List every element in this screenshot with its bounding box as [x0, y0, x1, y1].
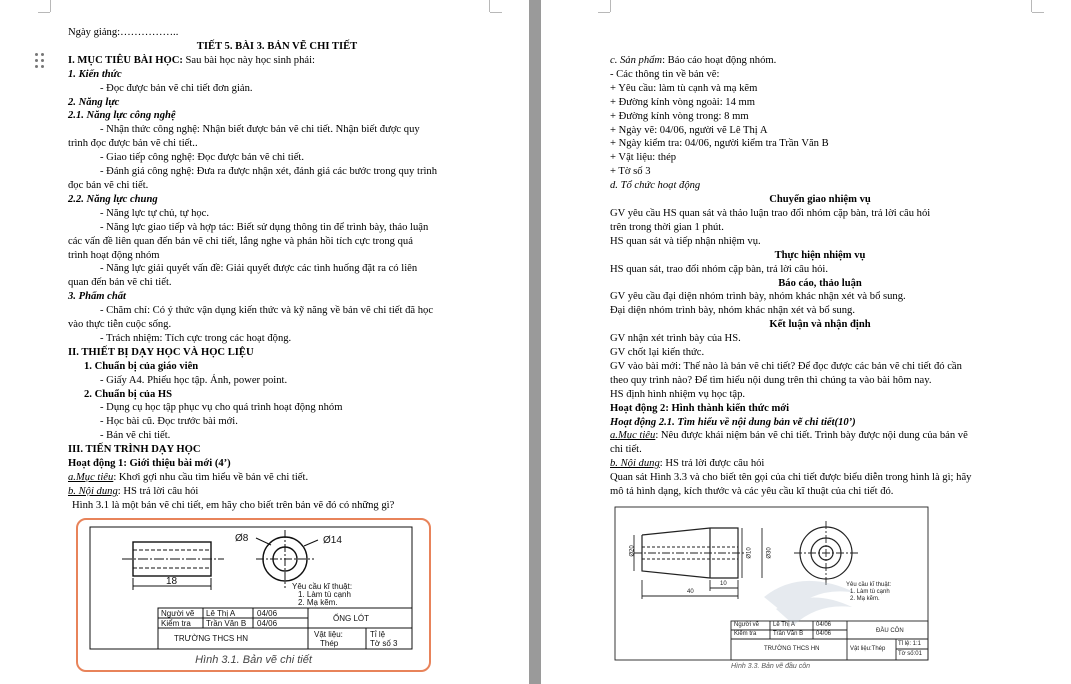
text-line: - Học bài cũ. Đọc trước bài mới.: [100, 416, 238, 428]
text-line: trình hoạt động nhóm: [68, 249, 160, 261]
title-block-cell: Kiểm tra: [161, 619, 191, 628]
text-line: + Đường kính vòng ngoài: 14 mm: [610, 96, 756, 108]
title-block-cell: Vật liệu:Thép: [850, 646, 886, 652]
figure-3-3: [614, 505, 930, 675]
dim-label: Ø14: [323, 535, 342, 546]
requirement-item: 2. Mạ kẽm.: [298, 598, 338, 607]
title-block-cell: Tỉ lệ: 1:1: [898, 641, 922, 647]
text-line: - Năng lực giải quyết vấn đề: Giải quyết được các tình huống đặt ra có liên: [100, 263, 418, 275]
text: : Khơi gợi nhu cầu tìm hiểu về bản vẽ chi tiết.: [113, 472, 309, 483]
dim-label: 40: [687, 589, 694, 595]
figure-3-1: [76, 518, 431, 672]
text-line: HS quan sát và tiếp nhận nhiệm vụ.: [610, 235, 761, 247]
requirement-item: 2. Mạ kẽm.: [850, 596, 880, 602]
right-page-body: [610, 54, 1030, 499]
activity-heading: Hoạt động 2: Hình thành kiến thức mới: [610, 402, 790, 414]
subheading: 2. Chuẩn bị của HS: [84, 388, 173, 400]
text-line: + Vật liệu: thép: [610, 152, 677, 164]
title-block-cell: Vật liệu:: [314, 630, 343, 639]
label: a.Mục tiêu: [610, 430, 656, 442]
dim-label: Ø30: [766, 547, 773, 559]
title-block-cell: Kiểm tra: [734, 631, 757, 637]
date-line: Ngày giảng:……………..: [68, 27, 179, 38]
activity-heading: Hoạt động 1: Giới thiệu bài mới (4’): [68, 458, 231, 470]
text-line: chi tiết.: [610, 444, 642, 456]
subheading: 3. Phẩm chất: [68, 291, 126, 303]
title-block-cell: Trần Văn B: [773, 631, 804, 637]
label: b. Nội dung: [68, 485, 118, 497]
text-line: - Bản vẽ chi tiết.: [100, 430, 171, 442]
page-corner-mark: [1032, 12, 1044, 14]
section-heading: II. THIẾT BỊ DẠY HỌC VÀ HỌC LIỆU: [68, 346, 254, 358]
text-line: + Đường kính vòng trong: 8 mm: [610, 110, 749, 122]
subheading: 2.2. Năng lực chung: [68, 193, 158, 205]
dim-label: Ø20: [629, 545, 636, 557]
text-line: d. Tổ chức hoạt động: [610, 180, 701, 192]
label: b. Nội dung: [610, 458, 660, 470]
title-block-cell: Trần Văn B: [206, 619, 247, 628]
title-block-cell: Tờ số:01: [898, 651, 922, 657]
page-corner-mark: [38, 12, 50, 14]
left-page-body: [68, 26, 486, 513]
text-line: + Ngày vẽ: 04/06, người vẽ Lê Thị A: [610, 124, 768, 136]
figure-caption: Hình 3.1. Bản vẽ chi tiết: [195, 654, 312, 666]
text-line: - Giao tiếp công nghệ: Đọc được bản vẽ chi tiết.: [100, 152, 305, 164]
text: : Nêu được khái niệm bản vẽ chi tiết. Trình bày được nội dung của bản vẽ: [655, 430, 968, 442]
page-corner-mark: [610, 0, 612, 12]
text-line: - Dụng cụ học tập phục vụ cho quá trình hoạt động nhóm: [100, 402, 343, 414]
text-line: - Năng lực tự chủ, tự học.: [100, 207, 210, 219]
title-block-cell: Lê Thị A: [773, 622, 795, 628]
text-line: HS định hình nhiệm vụ học tập.: [610, 388, 746, 400]
title-block-cell: 04/06: [257, 619, 278, 628]
dim-label: 10: [720, 581, 727, 587]
document-page-left: [0, 0, 529, 684]
text-line: trên trong thời gian 1 phút.: [610, 221, 724, 233]
text-line: - Các thông tin về bản vẽ:: [610, 68, 720, 80]
step-heading: Báo cáo, thảo luận: [778, 277, 862, 289]
dim-label: 18: [166, 576, 178, 587]
title-block-cell: Tờ số 3: [370, 639, 398, 648]
title-block-part-name: ỐNG LÓT: [333, 614, 370, 623]
requirement-title: Yêu cầu kĩ thuật:: [846, 582, 892, 588]
text-line: đọc bản vẽ chi tiết.: [68, 179, 149, 191]
text-line: - Nhận thức công nghệ: Nhận biết được bản vẽ chi tiết. Nhận biết được quy: [100, 124, 420, 136]
text-line: - Năng lực giao tiếp và hợp tác: Biết sử dụng thông tin để trình bày, thảo luận: [100, 221, 429, 233]
text: : HS trả lời câu hỏi: [117, 485, 199, 497]
text-line: quan đến bản vẽ chi tiết.: [68, 277, 172, 289]
text-line: GV yêu cầu HS quan sát và thảo luận trao đổi nhóm cặp bàn, trả lời câu hỏi: [610, 207, 931, 219]
text-line: + Ngày kiểm tra: 04/06, người kiểm tra Trần Văn B: [610, 138, 829, 150]
subheading: 2. Năng lực: [68, 96, 120, 108]
title-block-cell: 04/06: [257, 609, 278, 618]
figure-caption: Hình 3.3. Bản vẽ đầu côn: [731, 663, 810, 670]
subheading: 2.1. Năng lực công nghệ: [68, 110, 176, 122]
title-block-cell: Người vẽ: [734, 622, 759, 628]
text-line: - Giấy A4. Phiếu học tập. Ảnh, power point.: [100, 374, 288, 386]
text-line: - Đọc được bản vẽ chi tiết đơn giản.: [100, 82, 253, 94]
text-line: + Yêu cầu: làm tù cạnh và mạ kẽm: [610, 82, 758, 94]
document-page-right: [541, 0, 1071, 684]
text-line: GV vào bài mới: Thế nào là bản vẽ chi tiết? Để đọc được các bản vẽ chi tiết đó cần: [610, 360, 962, 372]
subheading: 1. Chuẩn bị của giáo viên: [84, 360, 199, 372]
label: a.Mục tiêu: [68, 472, 114, 483]
text-line: Quan sát Hình 3.3 và cho biết tên gọi của chi tiết được biểu diễn trong hình là gì; hãy: [610, 472, 972, 484]
section-heading: I. MỤC TIÊU BÀI HỌC:: [68, 54, 183, 66]
section-heading: III. TIẾN TRÌNH DẠY HỌC: [68, 444, 201, 456]
text-line: các vấn đề liên quan đến bản vẽ chi tiết, lắng nghe và phản hồi tích cực trong quá: [68, 235, 413, 247]
title-block-cell: Tỉ lệ: [370, 630, 386, 639]
step-heading: Chuyển giao nhiệm vụ: [769, 194, 871, 206]
text-line: trình đọc được bản vẽ chi tiết..: [68, 138, 198, 150]
requirement-item: 1. Làm tù cạnh: [850, 589, 890, 595]
title-block-school: TRƯỜNG THCS HN: [764, 646, 820, 652]
step-heading: Thực hiện nhiệm vụ: [774, 249, 866, 261]
text-line: GV chốt lại kiến thức.: [610, 347, 705, 359]
title-block-part-name: ĐẦU CÔN: [876, 628, 904, 634]
text-line: mô tả hình dạng, kích thước và các yêu cầu kĩ thuật của chi tiết đó.: [610, 486, 894, 498]
page-corner-mark: [50, 0, 52, 12]
subheading: 1. Kiến thức: [68, 68, 122, 80]
title-block-school: TRƯỜNG THCS HN: [174, 634, 248, 643]
drag-handle-icon[interactable]: [35, 53, 47, 69]
title-block-cell: Thép: [320, 639, 339, 648]
text-line: Đại diện nhóm trình bày, nhóm khác nhận xét và bổ sung.: [610, 305, 855, 317]
text: : HS trả lời được câu hỏi: [659, 458, 765, 470]
text-line: - Đánh giá công nghệ: Đưa ra được nhận xét, đánh giá các bước trong quy trình: [100, 166, 438, 178]
page-corner-mark: [489, 0, 491, 12]
text: : Báo cáo hoạt động nhóm.: [662, 55, 777, 66]
text-line: - Trách nhiệm: Tích cực trong các hoạt động.: [100, 332, 292, 344]
text-line: theo quy trình nào? Để tìm hiểu nội dung trên thì chúng ta vào bài hôm nay.: [610, 374, 932, 386]
step-heading: Kết luận và nhận định: [769, 319, 871, 331]
requirement-item: 1. Làm tù cạnh: [298, 590, 351, 599]
label: c. Sản phẩm: [610, 55, 663, 66]
text-line: GV nhận xét trình bày của HS.: [610, 333, 741, 345]
text-line: GV yêu cầu đại diện nhóm trình bày, nhóm khác nhận xét và bổ sung.: [610, 291, 906, 303]
lesson-title: TIẾT 5. BÀI 3. BẢN VẼ CHI TIẾT: [196, 40, 358, 52]
text-line: + Tờ số 3: [610, 166, 651, 178]
requirement-title: Yêu cầu kĩ thuật:: [292, 582, 353, 591]
title-block-cell: 04/06: [816, 631, 832, 637]
page-corner-mark: [490, 12, 502, 14]
activity-heading: Hoạt động 2.1. Tìm hiểu về nội dung bản vẽ chi tiết(10’): [610, 416, 856, 428]
page-corner-mark: [1031, 0, 1033, 12]
title-block-cell: Lê Thị A: [206, 609, 236, 618]
dim-label: Ø8: [235, 533, 249, 544]
title-block-cell: 04/06: [816, 622, 832, 628]
question-line: Hình 3.1 là một bản vẽ chi tiết, em hãy cho biết trên bản vẽ đó có những gì?: [72, 499, 395, 511]
page-corner-mark: [598, 12, 610, 14]
section-text: Sau bài học này học sinh phải:: [182, 54, 315, 66]
dim-label: Ø10: [746, 547, 753, 559]
text-line: vào thực tiễn cuộc sống.: [68, 319, 172, 331]
text-line: - Chăm chỉ: Có ý thức vận dụng kiến thức và kỹ năng về bản vẽ chi tiết đã học: [100, 305, 434, 317]
title-block-cell: Người vẽ: [161, 609, 195, 618]
text-line: HS quan sát, trao đổi nhóm cặp bàn, trả lời câu hỏi.: [610, 263, 829, 275]
